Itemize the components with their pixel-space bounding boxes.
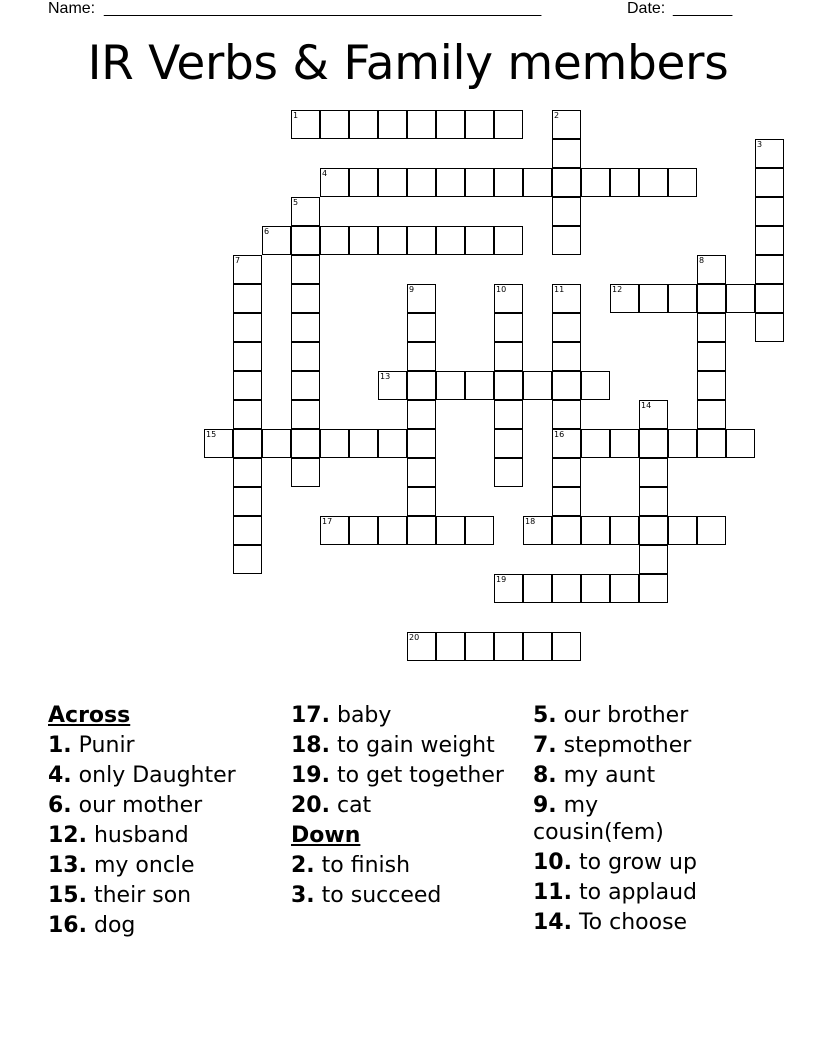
clue (291, 702, 521, 729)
clue-text: my oncle (93, 853, 195, 878)
grid-cell[interactable] (552, 516, 581, 545)
clue (291, 792, 521, 819)
grid-cell[interactable] (320, 226, 349, 255)
clue-text: To choose (578, 910, 688, 935)
grid-cell[interactable] (494, 110, 523, 139)
clue-text: baby (336, 703, 392, 728)
grid-cell[interactable] (407, 342, 436, 371)
grid-cell[interactable] (610, 574, 639, 603)
clue-text: to get together (336, 763, 504, 788)
grid-cell[interactable] (436, 168, 465, 197)
clue-text: stepmother (563, 733, 692, 758)
clue-number: 8 (699, 256, 705, 265)
grid-cell[interactable] (494, 429, 523, 458)
grid-cell[interactable] (697, 371, 726, 400)
grid-cell[interactable] (378, 168, 407, 197)
grid-cell[interactable] (552, 429, 581, 458)
grid-cell[interactable] (581, 516, 610, 545)
clue (48, 852, 288, 879)
across-clue-list (48, 732, 288, 939)
clue (533, 909, 733, 936)
grid-cell[interactable] (552, 226, 581, 255)
grid-cell[interactable] (407, 429, 436, 458)
grid-cell[interactable] (552, 168, 581, 197)
grid-cell[interactable] (407, 487, 436, 516)
grid-cell[interactable] (494, 226, 523, 255)
grid-cell[interactable] (407, 458, 436, 487)
grid-cell[interactable] (494, 574, 523, 603)
grid-cell[interactable] (755, 313, 784, 342)
clue-number: 12 (612, 285, 623, 294)
grid-cell[interactable] (465, 632, 494, 661)
clue-number: 4 (322, 169, 328, 178)
grid-cell[interactable] (552, 400, 581, 429)
across-heading: Across (48, 703, 131, 728)
grid-cell[interactable] (291, 197, 320, 226)
clue-number: 17 (322, 517, 333, 526)
grid-cell[interactable] (291, 226, 320, 255)
grid-cell[interactable] (581, 429, 610, 458)
grid-cell[interactable] (697, 255, 726, 284)
clue-text: my aunt (563, 763, 656, 788)
grid-cell[interactable] (494, 284, 523, 313)
grid-cell[interactable] (755, 168, 784, 197)
grid-cell[interactable] (639, 487, 668, 516)
date-field[interactable]: _______ (673, 0, 732, 17)
grid-cell[interactable] (436, 371, 465, 400)
grid-cell[interactable] (668, 168, 697, 197)
grid-cell[interactable] (233, 458, 262, 487)
clue-number: 20 (409, 633, 420, 642)
grid-cell[interactable] (494, 342, 523, 371)
clue-number: 8. (533, 763, 557, 788)
grid-cell[interactable] (552, 458, 581, 487)
grid-cell[interactable] (639, 458, 668, 487)
clue-number: 10 (496, 285, 507, 294)
clue-number: 15. (48, 883, 87, 908)
grid-cell[interactable] (552, 313, 581, 342)
grid-cell[interactable] (610, 168, 639, 197)
grid-cell[interactable] (552, 487, 581, 516)
grid-cell[interactable] (697, 342, 726, 371)
clue-number: 16. (48, 913, 87, 938)
grid-cell[interactable] (233, 429, 262, 458)
down-heading: Down (291, 823, 361, 848)
grid-cell[interactable] (523, 574, 552, 603)
clues-column-2 (291, 702, 521, 912)
grid-cell[interactable] (233, 284, 262, 313)
grid-cell[interactable] (349, 429, 378, 458)
grid-cell[interactable] (233, 313, 262, 342)
clues-column-1 (48, 702, 288, 942)
grid-cell[interactable] (465, 226, 494, 255)
grid-cell[interactable] (552, 139, 581, 168)
grid-cell[interactable] (291, 255, 320, 284)
clue-number: 2. (291, 853, 315, 878)
grid-cell[interactable] (291, 371, 320, 400)
date-label: Date: (627, 0, 666, 17)
grid-cell[interactable] (697, 400, 726, 429)
grid-cell[interactable] (349, 168, 378, 197)
clue-number: 15 (206, 430, 217, 439)
grid-cell[interactable] (349, 110, 378, 139)
clue-number: 6 (264, 227, 270, 236)
clue (533, 762, 733, 789)
clue-number: 3. (291, 883, 315, 908)
clue-number: 7 (235, 256, 241, 265)
grid-cell[interactable] (552, 632, 581, 661)
grid-cell[interactable] (407, 516, 436, 545)
clue (533, 702, 733, 729)
clue-number: 12. (48, 823, 87, 848)
clue-text: to grow up (578, 850, 697, 875)
grid-cell[interactable] (552, 574, 581, 603)
clue-number: 13 (380, 372, 391, 381)
grid-cell[interactable] (320, 516, 349, 545)
grid-cell[interactable] (407, 632, 436, 661)
grid-cell[interactable] (755, 197, 784, 226)
clue-number: 14. (533, 910, 572, 935)
grid-cell[interactable] (523, 632, 552, 661)
page-title: IR Verbs & Family members (87, 36, 729, 91)
clue-number: 6. (48, 793, 72, 818)
grid-cell[interactable] (262, 226, 291, 255)
clue-number: 18 (525, 517, 536, 526)
clue-text: to finish (321, 853, 411, 878)
clue-text: my cousin(fem) (533, 793, 664, 845)
clue-number: 17. (291, 703, 330, 728)
grid-cell[interactable] (610, 284, 639, 313)
grid-cell[interactable] (581, 574, 610, 603)
grid-cell[interactable] (639, 545, 668, 574)
clue-number: 1. (48, 733, 72, 758)
clue-number: 3 (757, 140, 763, 149)
grid-cell[interactable] (436, 110, 465, 139)
grid-cell[interactable] (436, 632, 465, 661)
grid-cell[interactable] (668, 284, 697, 313)
clue-number: 1 (293, 111, 299, 120)
clue-number: 19. (291, 763, 330, 788)
clue (533, 732, 733, 759)
grid-cell[interactable] (697, 516, 726, 545)
clue (48, 792, 288, 819)
grid-cell[interactable] (291, 429, 320, 458)
clue-text: to gain weight (336, 733, 495, 758)
down-clue-list-continued (533, 702, 733, 936)
grid-cell[interactable] (378, 371, 407, 400)
grid-cell[interactable] (407, 371, 436, 400)
grid-cell[interactable] (639, 574, 668, 603)
grid-cell[interactable] (494, 371, 523, 400)
grid-cell[interactable] (407, 284, 436, 313)
clues-column-3 (533, 702, 733, 939)
clue-number: 13. (48, 853, 87, 878)
clue (533, 792, 733, 846)
grid-cell[interactable] (755, 284, 784, 313)
grid-cell[interactable] (407, 110, 436, 139)
grid-cell[interactable] (581, 168, 610, 197)
grid-cell[interactable] (291, 400, 320, 429)
grid-cell[interactable] (378, 516, 407, 545)
name-label: Name: (48, 0, 96, 17)
grid-cell[interactable] (639, 429, 668, 458)
grid-cell[interactable] (320, 110, 349, 139)
clue (291, 732, 521, 759)
grid-cell[interactable] (465, 168, 494, 197)
across-clue-list-continued (291, 702, 521, 819)
grid-cell[interactable] (233, 545, 262, 574)
grid-cell[interactable] (291, 110, 320, 139)
grid-cell[interactable] (291, 313, 320, 342)
grid-cell[interactable] (668, 516, 697, 545)
grid-cell[interactable] (436, 516, 465, 545)
grid-cell[interactable] (291, 284, 320, 313)
clue-text: Punir (78, 733, 135, 758)
clue (48, 762, 288, 789)
grid-cell[interactable] (494, 458, 523, 487)
clue (291, 852, 521, 879)
grid-cell[interactable] (755, 226, 784, 255)
clue-text: our brother (563, 703, 689, 728)
grid-cell[interactable] (697, 429, 726, 458)
clue-number: 18. (291, 733, 330, 758)
grid-cell[interactable] (407, 400, 436, 429)
grid-cell[interactable] (668, 429, 697, 458)
clue-number: 16 (554, 430, 565, 439)
clue-text: their son (93, 883, 192, 908)
grid-cell[interactable] (233, 516, 262, 545)
clue (291, 762, 521, 789)
grid-cell[interactable] (204, 429, 233, 458)
down-clue-list (291, 852, 521, 909)
grid-cell[interactable] (407, 226, 436, 255)
grid-cell[interactable] (755, 255, 784, 284)
grid-cell[interactable] (349, 516, 378, 545)
grid-cell[interactable] (233, 342, 262, 371)
clue-text: our mother (78, 793, 203, 818)
clue-number: 10. (533, 850, 572, 875)
grid-cell[interactable] (755, 139, 784, 168)
clue-number: 5 (293, 198, 299, 207)
grid-cell[interactable] (233, 487, 262, 516)
grid-cell[interactable] (465, 110, 494, 139)
grid-cell[interactable] (291, 342, 320, 371)
clue-number: 9. (533, 793, 557, 818)
grid-cell[interactable] (552, 371, 581, 400)
clue-number: 2 (554, 111, 560, 120)
clue-text: to applaud (578, 880, 697, 905)
grid-cell[interactable] (291, 458, 320, 487)
grid-cell[interactable] (407, 168, 436, 197)
grid-cell[interactable] (610, 429, 639, 458)
grid-cell[interactable] (378, 226, 407, 255)
clue-number: 5. (533, 703, 557, 728)
clue-text: cat (336, 793, 372, 818)
grid-cell[interactable] (581, 371, 610, 400)
grid-cell[interactable] (494, 632, 523, 661)
clue-number: 11 (554, 285, 565, 294)
clue-number: 11. (533, 880, 572, 905)
grid-cell[interactable] (407, 313, 436, 342)
grid-cell[interactable] (262, 429, 291, 458)
grid-cell[interactable] (233, 255, 262, 284)
grid-cell[interactable] (349, 226, 378, 255)
grid-cell[interactable] (320, 168, 349, 197)
grid-cell[interactable] (639, 168, 668, 197)
grid-cell[interactable] (639, 284, 668, 313)
grid-cell[interactable] (494, 168, 523, 197)
grid-cell[interactable] (494, 400, 523, 429)
grid-cell[interactable] (465, 516, 494, 545)
clue-text: only Daughter (78, 763, 236, 788)
clue (48, 822, 288, 849)
grid-cell[interactable] (494, 313, 523, 342)
grid-cell[interactable] (697, 313, 726, 342)
name-field[interactable]: ____________________________________________________ (104, 0, 541, 17)
grid-cell[interactable] (610, 516, 639, 545)
grid-cell[interactable] (523, 168, 552, 197)
grid-cell[interactable] (233, 371, 262, 400)
grid-cell[interactable] (320, 429, 349, 458)
grid-cell[interactable] (697, 284, 726, 313)
clue-text: to succeed (321, 883, 442, 908)
grid-cell[interactable] (552, 284, 581, 313)
clue (48, 912, 288, 939)
clue-number: 9 (409, 285, 415, 294)
clue (48, 732, 288, 759)
clue-number: 20. (291, 793, 330, 818)
grid-cell[interactable] (378, 110, 407, 139)
clue (291, 882, 521, 909)
grid-cell[interactable] (523, 371, 552, 400)
grid-cell[interactable] (552, 342, 581, 371)
clue-number: 19 (496, 575, 507, 584)
grid-cell[interactable] (436, 226, 465, 255)
grid-cell[interactable] (639, 400, 668, 429)
clue-text: husband (93, 823, 189, 848)
grid-cell[interactable] (465, 371, 494, 400)
grid-cell[interactable] (726, 429, 755, 458)
clue-number: 4. (48, 763, 72, 788)
grid-cell[interactable] (552, 197, 581, 226)
clue (533, 879, 733, 906)
grid-cell[interactable] (552, 110, 581, 139)
clue (533, 849, 733, 876)
clue-text: dog (93, 913, 136, 938)
grid-cell[interactable] (639, 516, 668, 545)
clue-number: 14 (641, 401, 652, 410)
grid-cell[interactable] (726, 284, 755, 313)
grid-cell[interactable] (233, 400, 262, 429)
clue (48, 882, 288, 909)
grid-cell[interactable] (378, 429, 407, 458)
clue-number: 7. (533, 733, 557, 758)
grid-cell[interactable] (523, 516, 552, 545)
